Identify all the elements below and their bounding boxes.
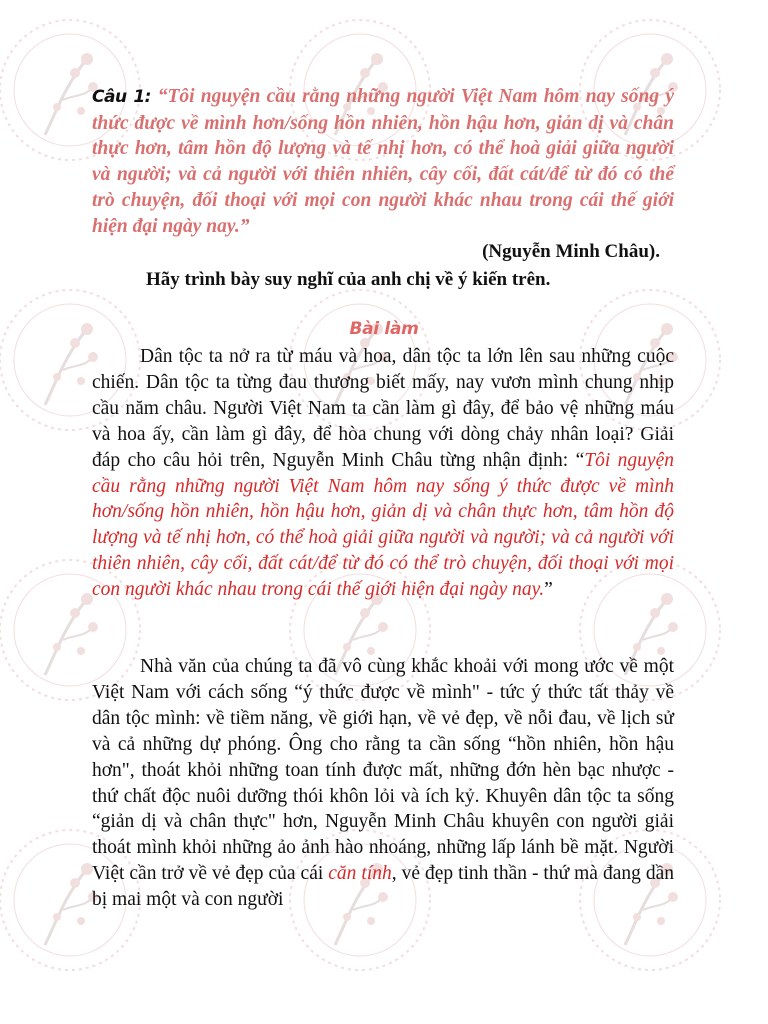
answer-paragraph-2 — [92, 654, 674, 913]
question-label-sep: : — [144, 87, 158, 107]
paragraph-2-tail: , vẻ đẹp tinh thần - thứ mà đang dần bị mai một và con người — [92, 863, 674, 911]
answer-paragraph-1 — [92, 344, 674, 603]
question-label: Câu 1 — [92, 87, 145, 107]
question-quote: “Tôi nguyện cầu rằng những người Việt Nam hôm nay sống ý thức được về mình hơn/sống hồn nhiên, hồn hậu hơn, giản dị và chân thực hơn, tâm hồn độ lượng và tế nhị hơn, có thể hoà giải giữa người và người; và cả người với thiên nhiên, cây cối, đất cát/để từ đó có thể trò chuyện, đối thoại với mọi con người khác nhau trong cái thế giới hiện đại ngày nay.” — [92, 86, 674, 237]
paragraph-2-emphasis: căn tính — [328, 863, 392, 885]
paragraph-1-text: Dân tộc ta nở ra từ máu và hoa, dân tộc ta lớn lên sau những cuộc chiến. Dân tộc ta từng đau thương biết mấy, nay vươn mình chung nhịp cầu năm châu. Người Việt Nam ta cần làm gì đây, để bảo vệ những máu và hoa ấy, cần làm gì đây, để hòa chung với dòng chảy nhân loại? Giải đáp cho câu hỏi trên, Nguyễn Minh Châu từng nhận định: “ — [92, 346, 674, 471]
paragraph-1-close: ” — [544, 579, 553, 601]
quote-attribution: (Nguyễn Minh Châu). — [482, 241, 660, 262]
paragraph-2-text: Nhà văn của chúng ta đã vô cùng khắc khoải với mong ước về một Việt Nam với cách sống “ý thức được về mình" - tức ý thức tất thảy về dân tộc mình: về tiềm năng, về giới hạn, về vẻ đẹp, về nỗi đau, về lịch sử và cả những dự phóng. Ông cho rằng ta cần sống “hồn nhiên, hồn hậu hơn", thoát khỏi những toan tính được mất, những đớn hèn bạc nhược - thứ chất độc nuôi dưỡng thói khôn lỏi và ích kỷ. Khuyên dân tộc ta sống “giản dị và chân thực" hơn, Nguyễn Minh Châu khuyên con người giải thoát mình khỏi những ảo ảnh hào nhoáng, những lấp lánh bề mặt. Người Việt cần trở về vẻ đẹp của cái — [92, 656, 674, 885]
question-quote-block — [92, 84, 674, 239]
question-prompt: Hãy trình bày suy nghĩ của anh chị về ý kiến trên. — [146, 269, 551, 290]
answer-heading: Bài làm — [349, 319, 419, 339]
paragraph-1-quote: Tôi nguyện cầu rằng những người Việt Nam hôm nay sống ý thức được về mình hơn/sống hồn nhiên, hồn hậu hơn, giản dị và chân thực hơn, tâm hồn độ lượng và tế nhị hơn, có thể hoà giải giữa người và người; và cả người với thiên nhiên, cây cối, đất cát/để từ đó có thể trò chuyện, đối thoại với mọi con người khác nhau trong cái thế giới hiện đại ngày nay. — [92, 449, 674, 601]
